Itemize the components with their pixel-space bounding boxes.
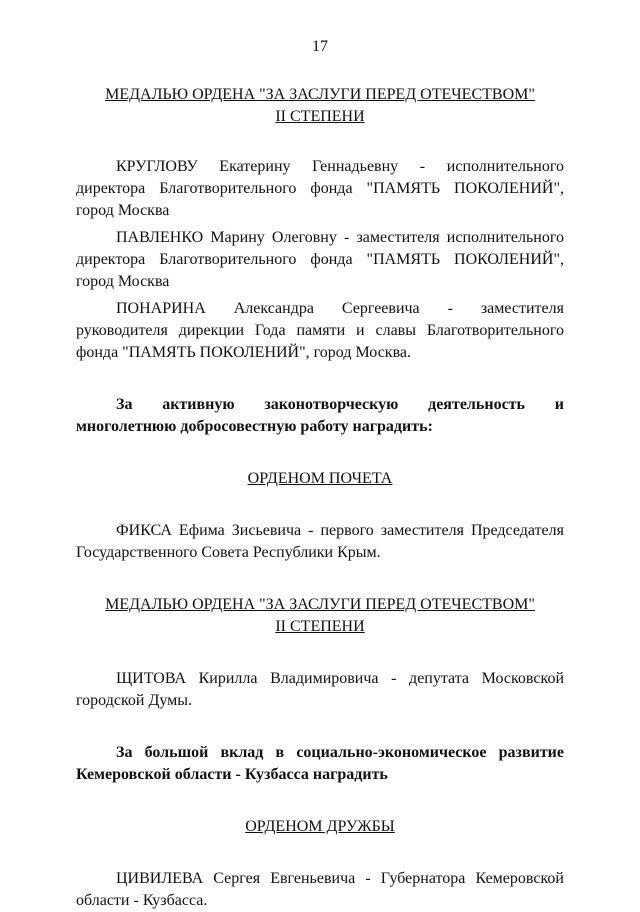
award-entry: ЦИВИЛЕВА Сергея Евгеньевича - Губернатора Кемеровской области - Кузбасса. [76,870,564,909]
document-body [76,84,564,912]
award-heading-line: МЕДАЛЬЮ ОРДЕНА "ЗА ЗАСЛУГИ ПЕРЕД ОТЕЧЕСТВОМ" [105,596,535,613]
award-heading-line: ОРДЕНОМ ПОЧЕТА [247,470,393,487]
award-heading-order-honor [76,468,564,490]
award-heading-line: МЕДАЛЬЮ ОРДЕНА "ЗА ЗАСЛУГИ ПЕРЕД ОТЕЧЕСТВОМ" [105,86,535,103]
award-heading-line: II СТЕПЕНИ [275,108,365,125]
page-number: 17 [312,38,328,55]
award-entry: ЩИТОВА Кирилла Владимировича - депутата Московской городской Думы. [76,670,564,709]
award-entry: ПАВЛЕНКО Марину Олеговну - заместителя исполнительного директора Благотворительного фонда "ПАМЯТЬ ПОКОЛЕНИЙ", город Москва [76,229,564,290]
award-reason-paragraph: За активную законотворческую деятельность и многолетнюю добросовестную работу наградить: [76,396,564,435]
award-heading-order-friendship [76,816,564,838]
award-heading-medal-1 [76,84,564,128]
award-reason-paragraph: За большой вклад в социально-экономическое развитие Кемеровской области - Кузбасса наградить [76,744,564,783]
award-heading-line: ОРДЕНОМ ДРУЖБЫ [245,818,395,835]
award-entry: ФИКСА Ефима Зисьевича - первого заместителя Председателя Государственного Совета Республики Крым. [76,522,564,561]
award-heading-medal-2 [76,594,564,638]
award-heading-line: II СТЕПЕНИ [275,618,365,635]
award-entry: КРУГЛОВУ Екатерину Геннадьевну - исполнительного директора Благотворительного фонда "ПАМЯТЬ ПОКОЛЕНИЙ", город Москва [76,158,564,219]
award-entry: ПОНАРИНА Александра Сергеевича - заместителя руководителя дирекции Года памяти и славы Благотворительного фонда "ПАМЯТЬ ПОКОЛЕНИЙ", город Москва. [76,300,564,361]
